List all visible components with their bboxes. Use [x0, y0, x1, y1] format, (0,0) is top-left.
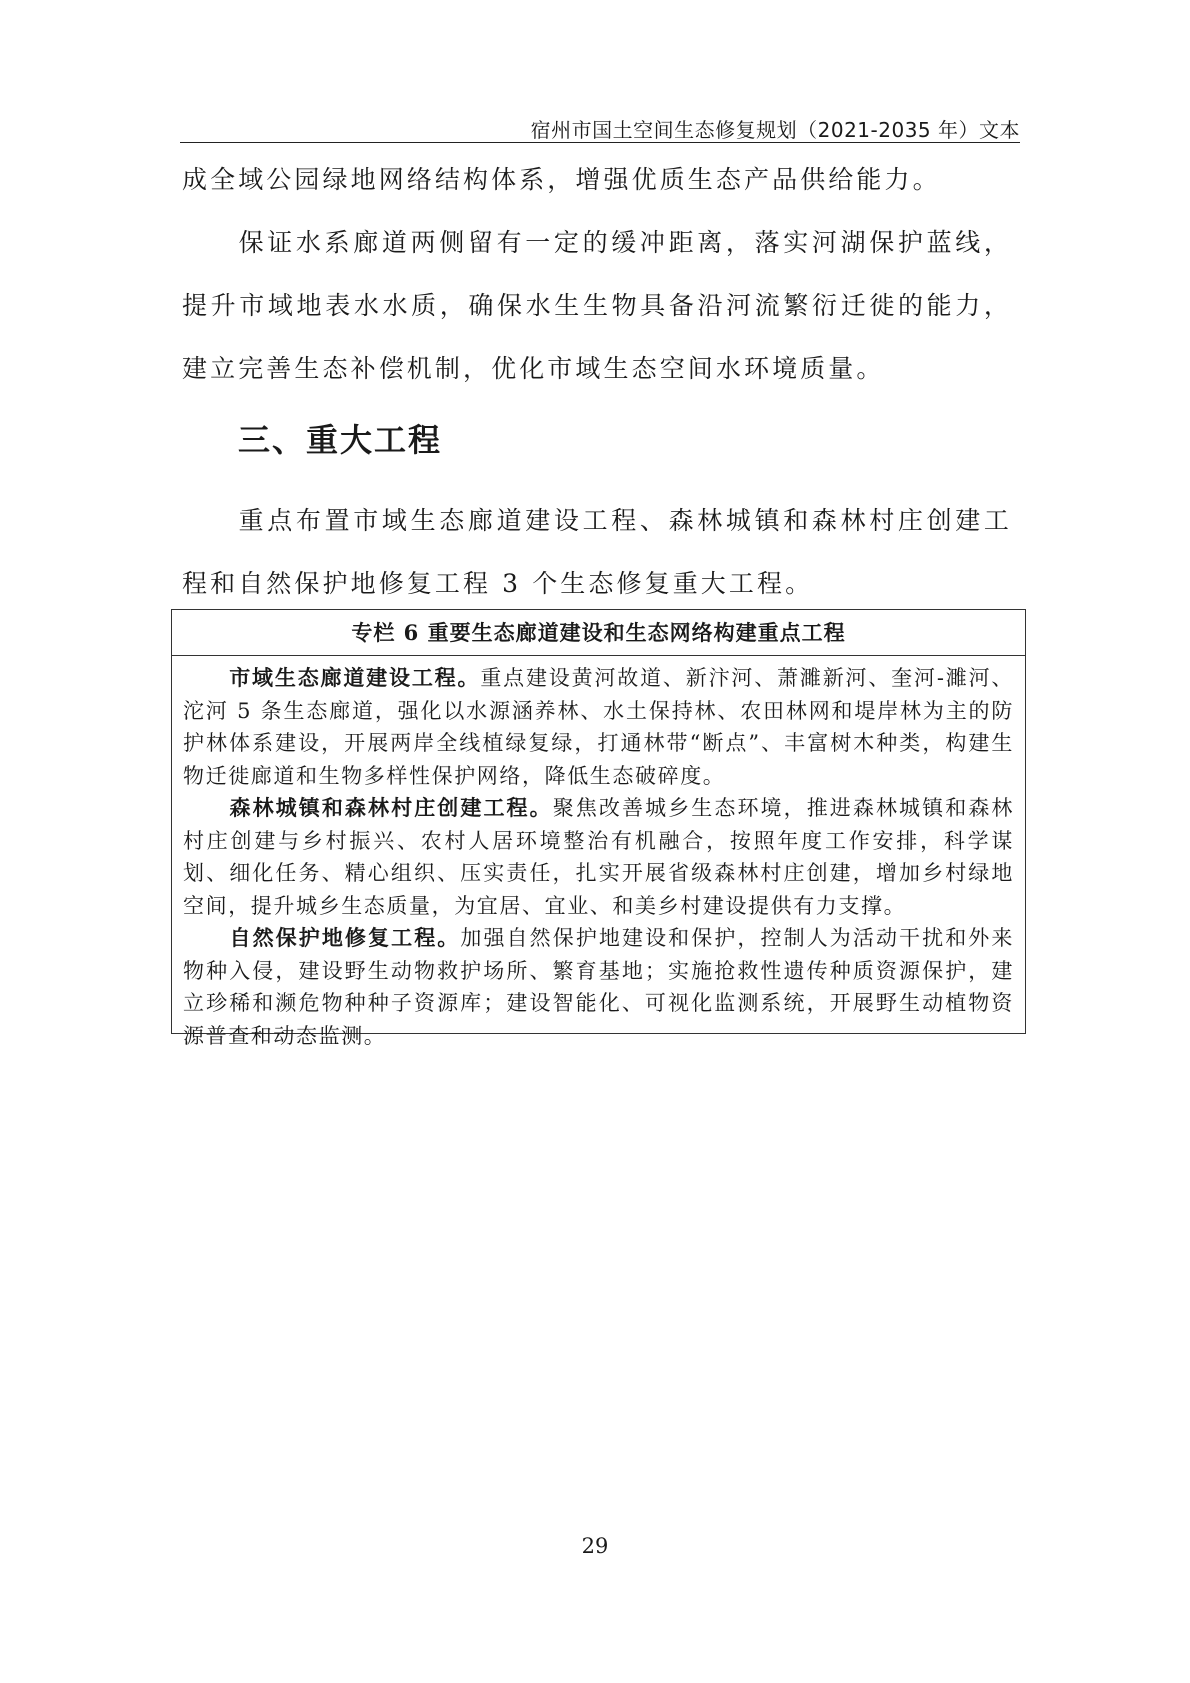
box-item: [183, 662, 1014, 792]
running-header-title: 宿州市国土空间生态修复规划（2021-2035 年）文本: [530, 118, 1020, 142]
body-paragraph-continued: [182, 148, 1012, 211]
box-item-lead: 森林城镇和森林村庄创建工程。: [229, 795, 553, 820]
feature-box: [171, 609, 1026, 1048]
section-heading: 三、重大工程: [238, 421, 443, 459]
box-item-lead: 市域生态廊道建设工程。: [229, 665, 481, 690]
feature-box-body: [172, 656, 1025, 1052]
box-item-text: 加强自然保护地建设和保护，控制人为活动干扰和外来物种入侵，建设野生动物救护场所、繁育基地；实施抢救性遗传种质资源保护，建立珍稀和濒危物种种子资源库；建设智能化、可视化监测系统，开展野生动植物资源普查和动态监测。: [183, 926, 1014, 1048]
box-item: [183, 922, 1014, 1052]
paragraph-text: 保证水系廊道两侧留有一定的缓冲距离，落实河湖保护蓝线，提升市域地表水水质，确保水生生物具备沿河流繁衍迁徙的能力，建立完善生态补偿机制，优化市域生态空间水环境质量。: [182, 228, 1012, 383]
box-item: [183, 792, 1014, 922]
paragraph-text: 成全域公园绿地网络结构体系，增强优质生态产品供给能力。: [182, 165, 941, 194]
paragraph-text: 重点布置市域生态廊道建设工程、森林城镇和森林村庄创建工程和自然保护地修复工程 3 个生态修复重大工程。: [182, 506, 1012, 598]
page-number: 29: [581, 1534, 609, 1558]
intro-paragraph: [182, 489, 1012, 615]
header-divider: [180, 142, 1020, 143]
feature-box-title: 专栏 6 重要生态廊道建设和生态网络构建重点工程: [172, 610, 1025, 656]
body-paragraph: [182, 211, 1012, 400]
box-item-text: 重点建设黄河故道、新汴河、萧濉新河、奎河-濉河、沱河 5 条生态廊道，强化以水源涵养林、水土保持林、农田林网和堤岸林为主的防护林体系建设，开展两岸全线植绿复绿，打通林带“断点”、丰富树木种类，构建生物迁徙廊道和生物多样性保护网络，降低生态破碎度。: [183, 666, 1014, 788]
box-item-text: 聚焦改善城乡生态环境，推进森林城镇和森林村庄创建与乡村振兴、农村人居环境整治有机融合，按照年度工作安排，科学谋划、细化任务、精心组织、压实责任，扎实开展省级森林村庄创建，增加乡村绿地空间，提升城乡生态质量，为宜居、宜业、和美乡村建设提供有力支撑。: [183, 796, 1015, 918]
box-item-lead: 自然保护地修复工程。: [229, 925, 461, 950]
